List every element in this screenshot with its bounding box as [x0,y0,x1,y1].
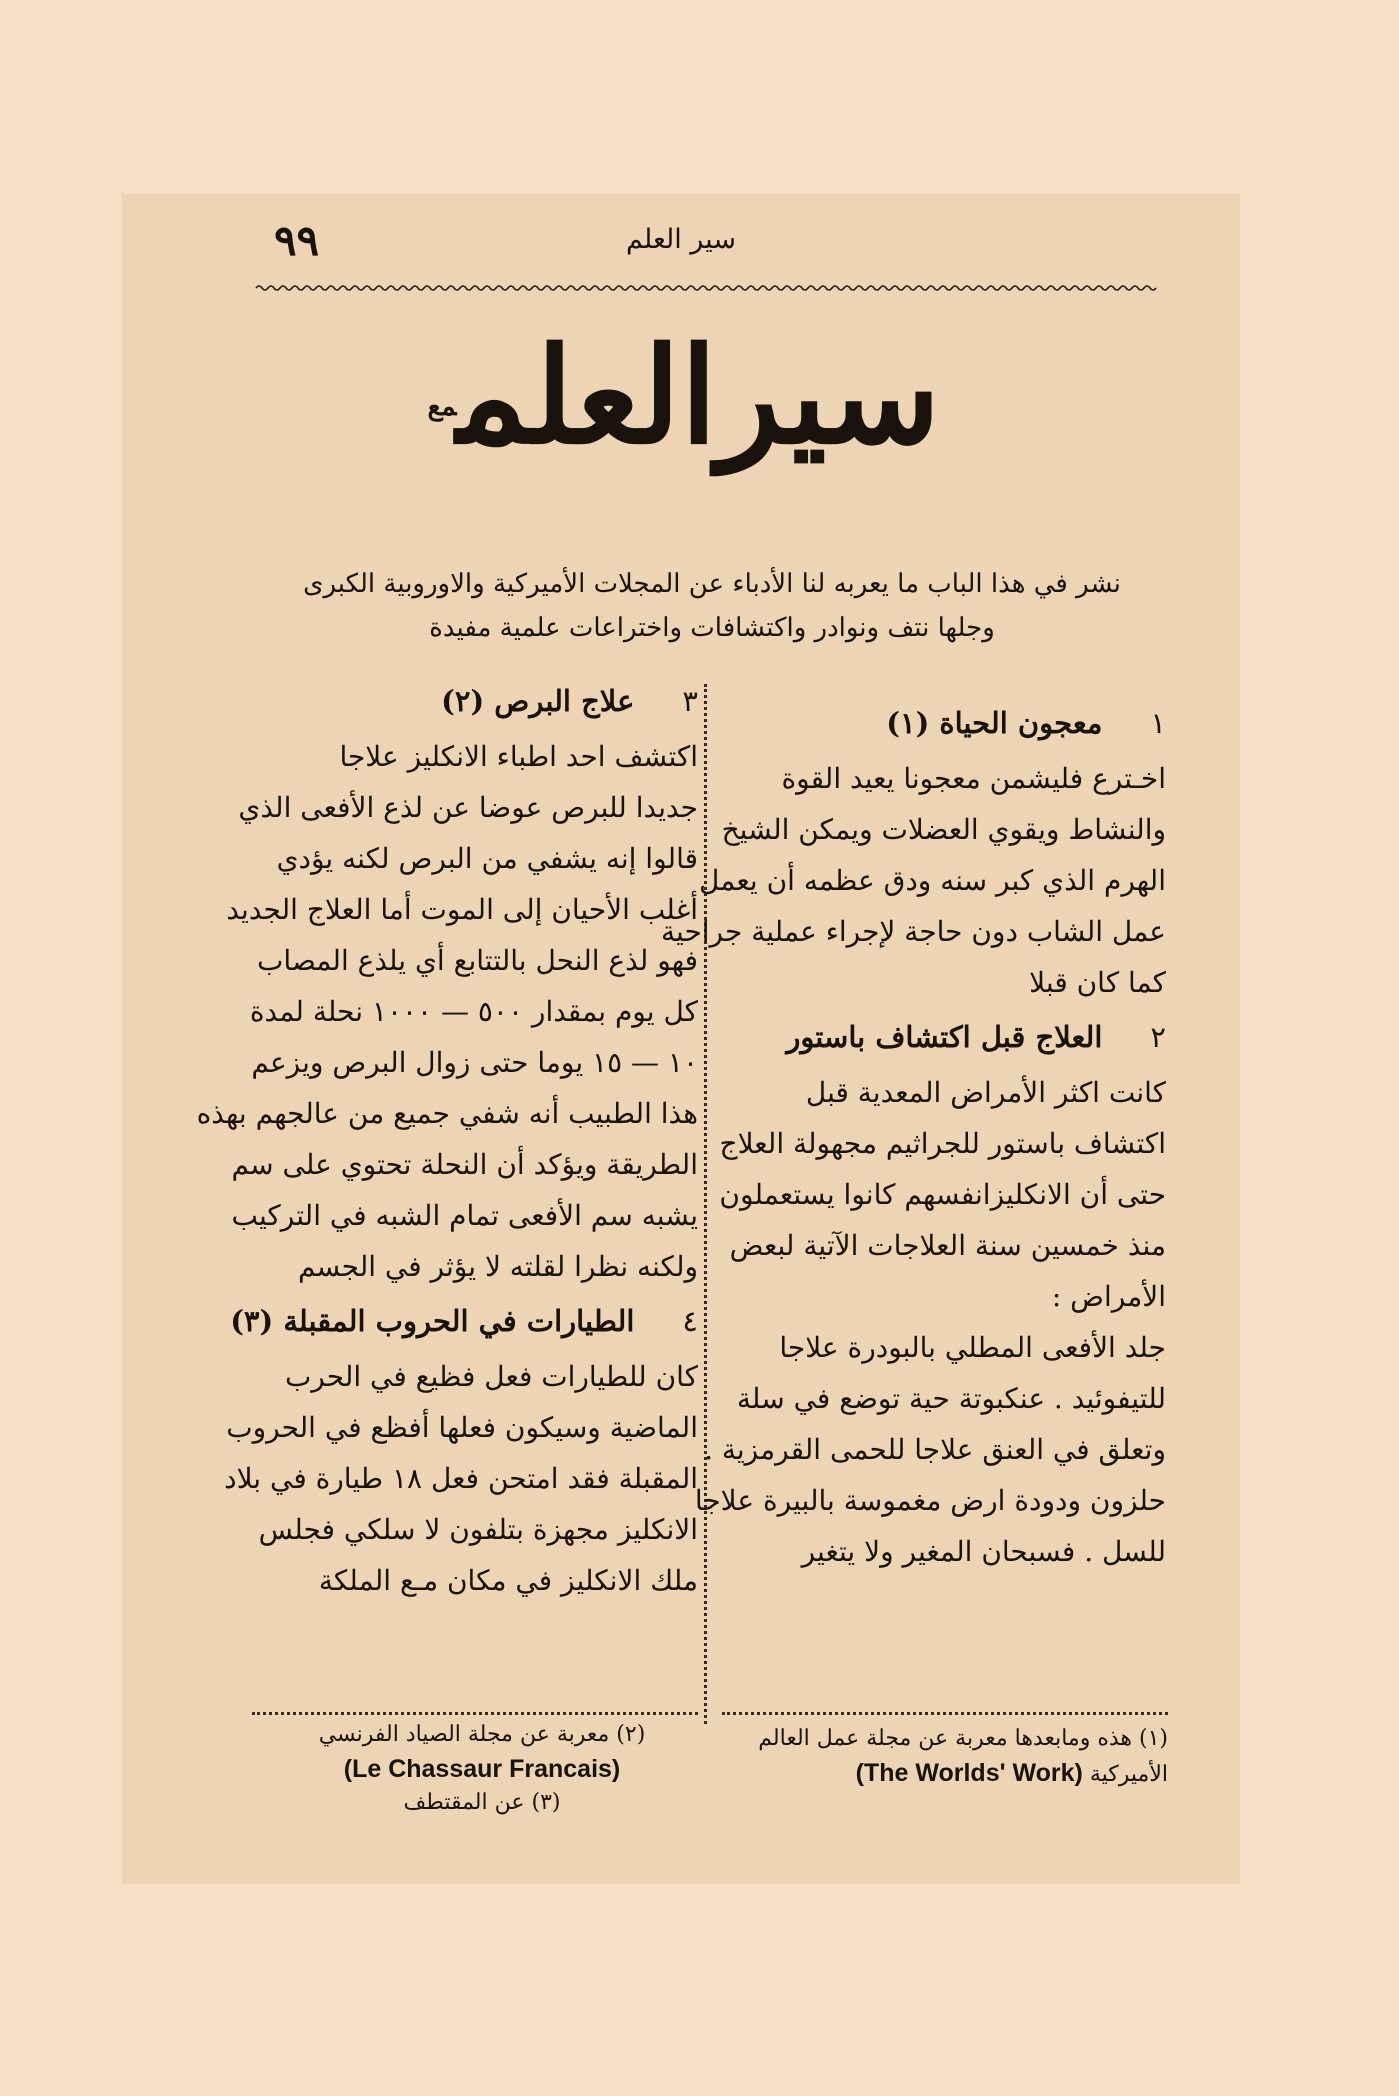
article-line: قالوا إنه يشفي من البرص لكنه يؤدي [276,842,698,875]
article-line: والنشاط ويقوي العضلات ويمكن الشيخ [721,813,1166,846]
footnote-divider-right [722,1712,1168,1715]
article-line: للسل . فسبحان المغير ولا يتغير [801,1535,1166,1568]
article-line: فهو لذع النحل بالتتابع أي يلذع المصاب [257,944,698,977]
footnote-latin: (The Worlds' Work) [855,1759,1083,1787]
intro-line: نشر في هذا الباب ما يعربه لنا الأدباء عن المجلات الأميركية والاوروبية الكبرى [303,569,1121,599]
footnote-line: (٢) معربة عن مجلة الصياد الفرنسي [318,1722,646,1747]
article-line: الانكليز مجهزة بتلفون لا سلكي فجلس [258,1513,698,1546]
masthead-text: سيرالعلم [456,319,941,474]
article-line: اكتشاف باستور للجراثيم مجهولة العلاج [719,1127,1166,1160]
article-line: كانت اكثر الأمراض المعدية قبل [805,1076,1166,1109]
article-line: كل يوم بمقدار ٥٠٠ — ١٠٠٠ نحلة لمدة [249,995,698,1028]
section-heading-2: ٢العلاج قبل اكتشاف باستور [786,1020,1166,1054]
article-line: كما كان قبلا [1029,966,1166,999]
article-line: منذ خمسين سنة العلاجات الآتية لبعض [729,1229,1166,1262]
left-column [196,672,698,1606]
article-line: حتى أن الانكليزانفسهم كانوا يستعملون [719,1178,1166,1211]
article-line: ولكنه نظرا لقلته لا يؤثر في الجسم [298,1250,698,1283]
header-wavy-rule [256,284,1156,292]
article-line: اكتشف احد اطباء الانكليز علاجا [339,740,698,773]
footnote-line: (٣) عن المقتطف [403,1790,561,1815]
section-intro [272,562,1152,650]
page-number: ٩٩ [274,216,320,265]
masthead-title [122,319,1240,474]
section-heading-1: ١معجون الحياة (١) [886,706,1166,740]
article-line: الماضية وسيكون فعلها أفظع في الحروب [226,1411,698,1444]
footnote-line: (١) هذه ومابعدها معربة عن مجلة عمل العالم [758,1726,1168,1751]
article-line: الأمراض : [1051,1280,1166,1313]
article-line: الطريقة ويؤكد أن النحلة تحتوي على سم [231,1148,698,1181]
article-line: للتيفوئيد . عنكبوتة حية توضع في سلة [736,1382,1166,1415]
article-line: وتعلق في العنق علاجا للحمى القرمزية . [704,1433,1166,1466]
running-title: سير العلم [626,224,736,255]
page-sheet [122,194,1240,1884]
section-heading-3: ٣علاج البرص (٢) [441,684,698,718]
article-line: هذا الطبيب أنه شفي جميع من عالجهم بهذه [196,1097,698,1130]
article-line: ملك الانكليز في مكان مـع الملكة [318,1564,698,1597]
article-line: جديدا للبرص عوضا عن لذع الأفعى الذي [238,791,698,824]
article-line: كان للطيارات فعل فظيع في الحرب [284,1360,698,1393]
footnotes-left [272,1718,692,1820]
article-line: حلزون ودودة ارض مغموسة بالبيرة علاجا [694,1484,1166,1517]
right-column [661,694,1166,1577]
intro-line: وجلها نتف ونوادر واكتشافات واختراعات علمية مفيدة [429,613,995,643]
column-divider [704,684,707,1724]
article-line: اخـترع فليشمن معجونا يعيد القوة [781,762,1166,795]
footnotes-right [722,1722,1168,1792]
article-line: عمل الشاب دون حاجة لإجراء عملية جراحية [661,915,1166,948]
footnote-latin: (Le Chassaur Francais) [343,1755,621,1783]
footnote-divider-left [252,1712,698,1715]
footnote-line: الأميركية (The Worlds' Work) [855,1759,1168,1787]
article-line: أغلب الأحيان إلى الموت أما العلاج الجديد [226,893,698,926]
section-heading-4: ٤الطيارات في الحروب المقبلة (٣) [230,1304,698,1338]
article-line: يشبه سم الأفعى تمام الشبه في التركيب [231,1199,698,1232]
article-line: ١٠ — ١٥ يوما حتى زوال البرص ويزعم [251,1046,698,1079]
article-line: المقبلة فقد امتحن فعل ١٨ طيارة في بلاد [224,1462,698,1495]
article-line: جلد الأفعى المطلي بالبودرة علاجا [779,1331,1166,1364]
article-line: الهرم الذي كبر سنه ودق عظمه أن يعمل [698,864,1166,897]
masthead-emblem: مع [427,392,457,423]
